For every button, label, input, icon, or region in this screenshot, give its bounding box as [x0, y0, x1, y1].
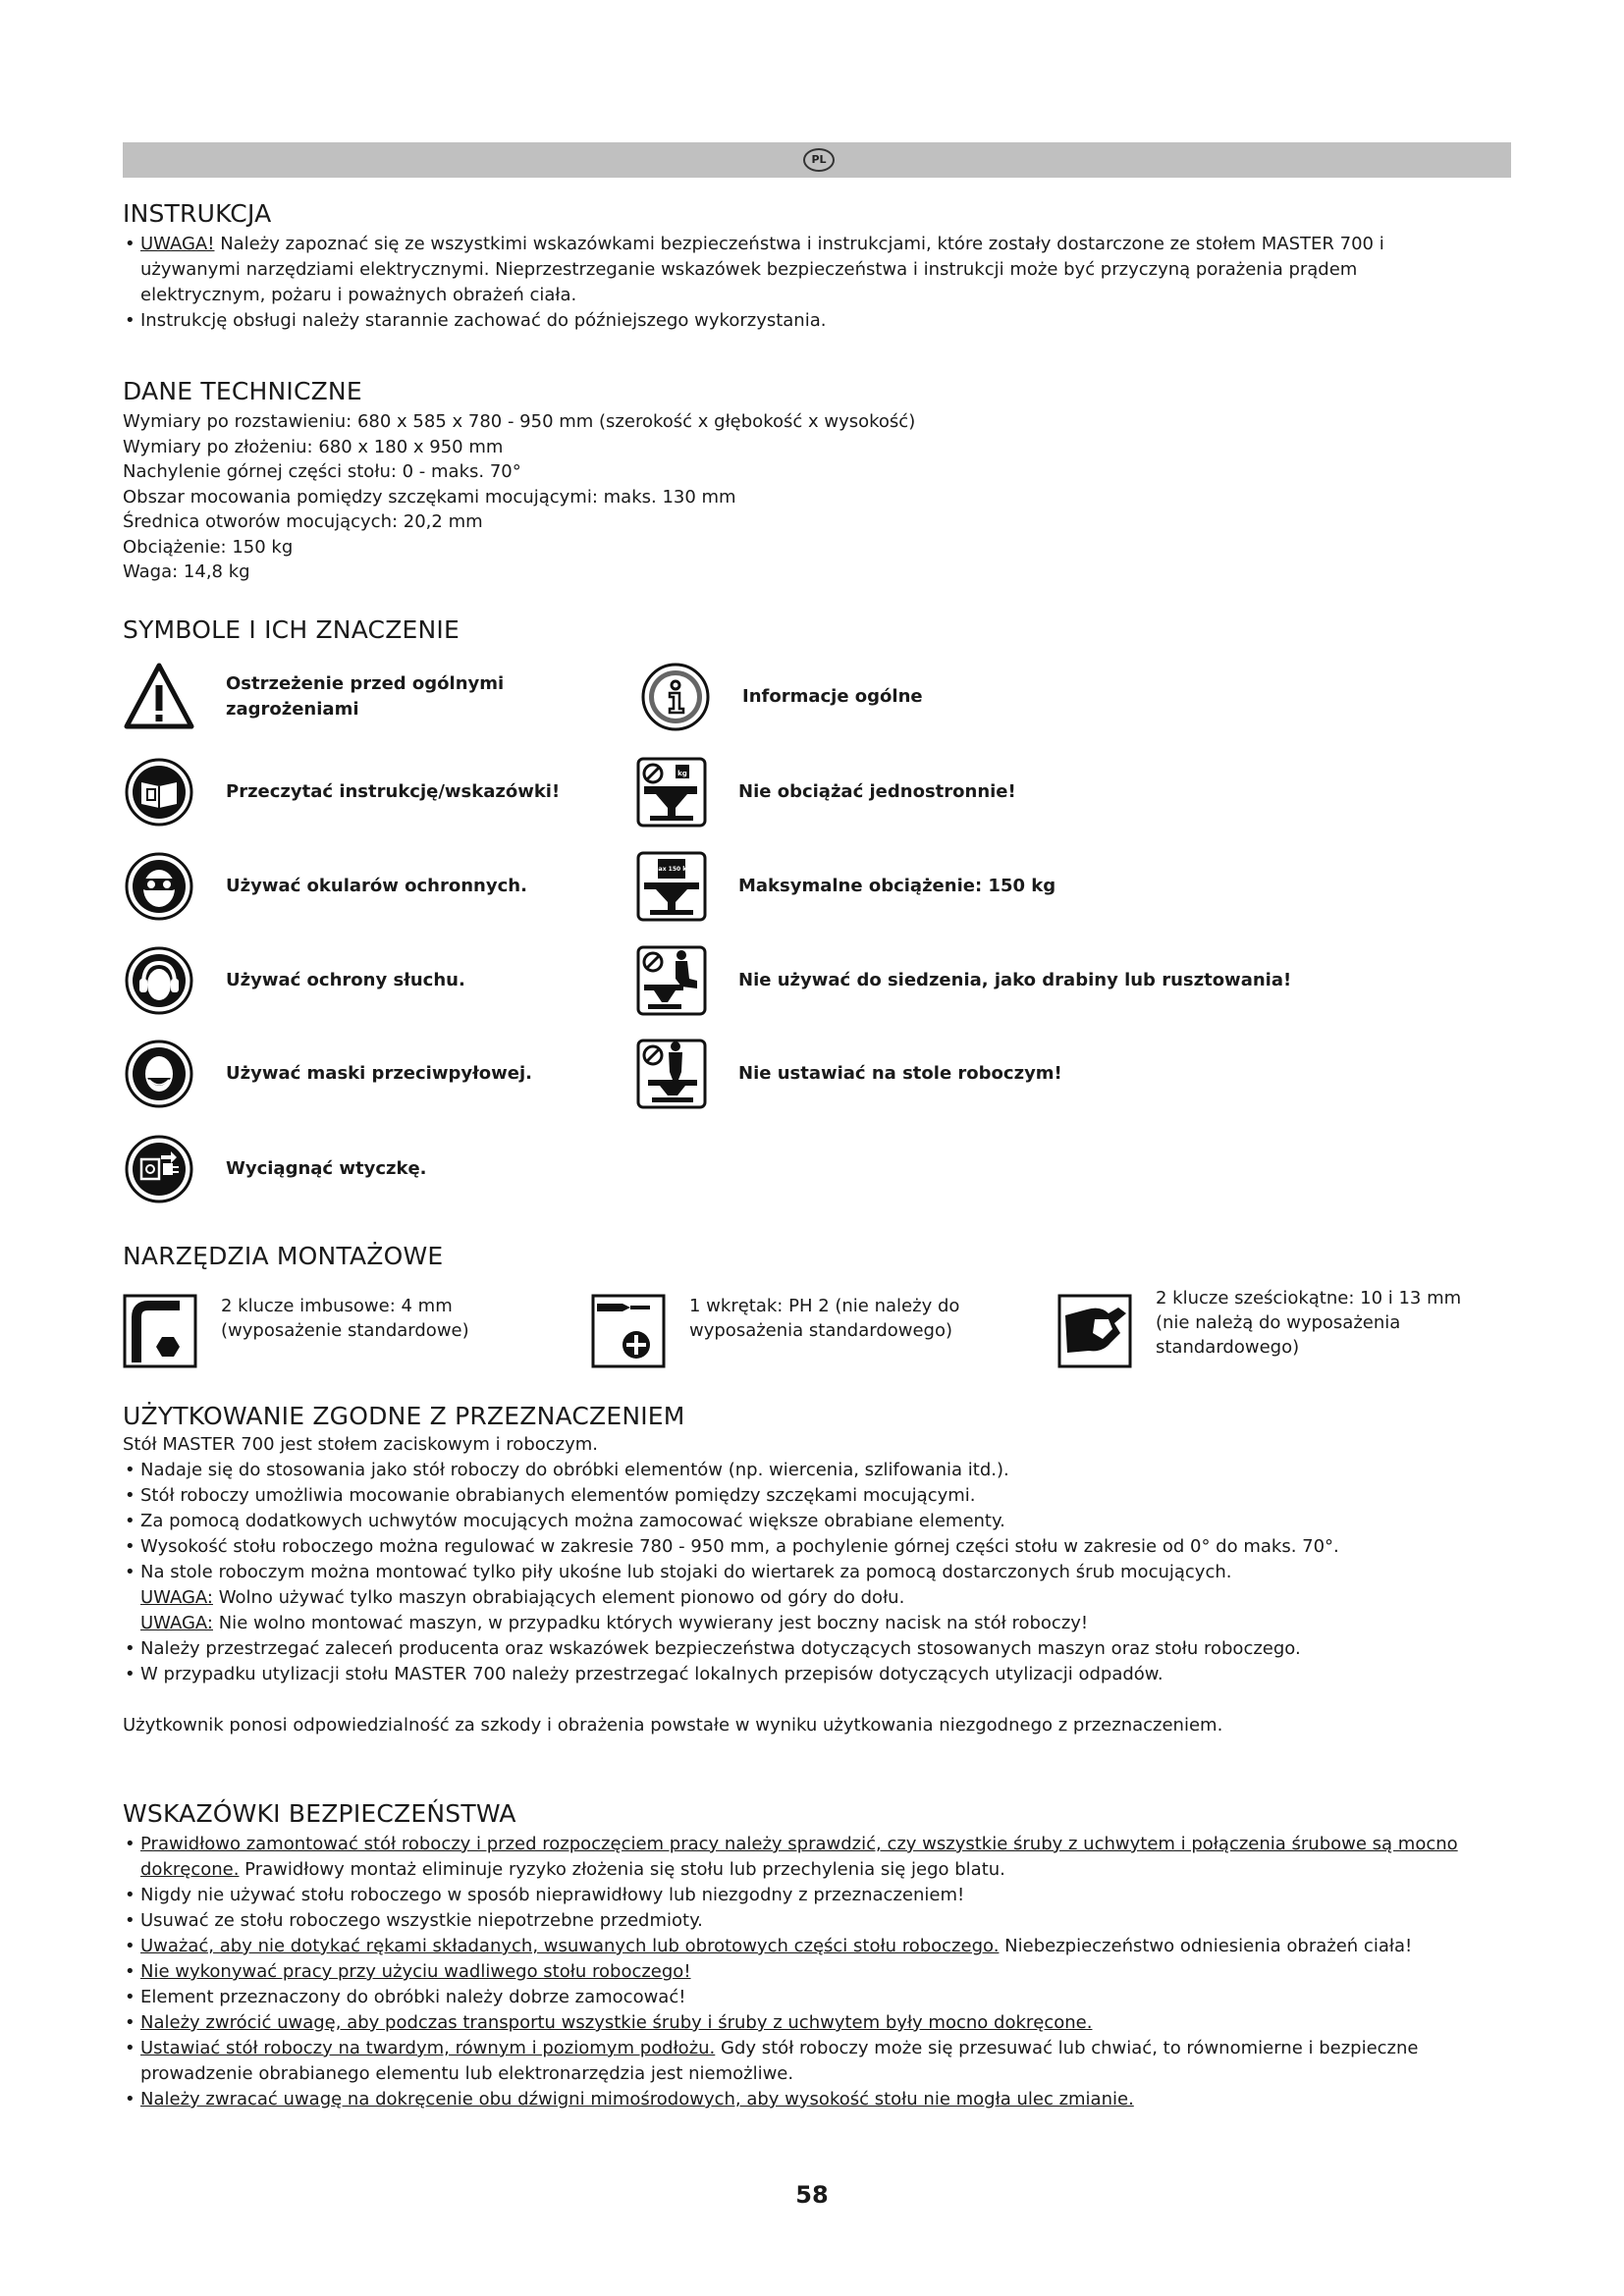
safety-goggles-icon [124, 851, 194, 922]
liability-text: Użytkownik ponosi odpowiedzialność za szkody i obrażenia powstałe w wyniku użytkowania niezgodnego z przeznaczeniem. [123, 1715, 1223, 1735]
section-instrukcja [123, 199, 1511, 334]
no-sitting-icon [636, 945, 707, 1016]
warning-line: UWAGA: Nie wolno montować maszyn, w przypadku których wywierany jest boczny nacisk na stół roboczy! [140, 1613, 1089, 1633]
section-title: UŻYTKOWANIE ZGODNE Z PRZEZNACZENIEM [123, 1402, 685, 1430]
list-item: • Usuwać ze stołu roboczego wszystkie niepotrzebne przedmioty. [123, 1908, 1497, 1934]
section-symbole [123, 615, 1511, 644]
hearing-protection-icon [124, 945, 194, 1016]
tool-allen-keys: 2 klucze imbusowe: 4 mm (wyposażenie standardowe) [123, 1294, 545, 1368]
spec-line: Waga: 14,8 kg [123, 561, 250, 582]
allen-key-icon [123, 1294, 197, 1368]
section-title: NARZĘDZIA MONTAŻOWE [123, 1242, 444, 1270]
screwdriver-icon [591, 1294, 666, 1368]
symbol-dust-mask: Używać maski przeciwpyłowej. [124, 1039, 532, 1109]
tool-screwdriver: 1 wkrętak: PH 2 (nie należy do wyposażenia standardowego) [591, 1294, 1003, 1368]
list-item: • Stół roboczy umożliwia mocowanie obrabianych elementów pomiędzy szczękami mocującymi. [123, 1483, 1511, 1509]
list-item: • Należy przestrzegać zaleceń producenta oraz wskazówek bezpieczeństwa dotyczących stosowanych maszyn oraz stołu roboczego. [123, 1636, 1511, 1662]
warning-line: UWAGA: Wolno używać tylko maszyn obrabiających element pionowo od góry do dołu. [140, 1587, 905, 1608]
symbol-max-load: max 150 kg Maksymalne obciążenie: 150 kg [636, 851, 1056, 922]
list-item: • Uważać, aby nie dotykać rękami składanych, wsuwanych lub obrotowych części stołu roboczego. Niebezpieczeństwo odniesienia obrażeń ciała! [123, 1934, 1497, 1959]
section-title: SYMBOLE I ICH ZNACZENIE [123, 615, 460, 644]
load-weight-label: kg [677, 770, 687, 777]
spec-line: Obszar mocowania pomiędzy szczękami mocującymi: maks. 130 mm [123, 486, 736, 507]
symbol-safety-goggles: Używać okularów ochronnych. [124, 851, 527, 922]
dust-mask-icon [124, 1039, 194, 1109]
symbol-read-manual: Przeczytać instrukcję/wskazówki! [124, 757, 560, 828]
symbol-no-one-sided-load: kg Nie obciążać jednostronnie! [636, 757, 1016, 828]
symbol-general-warning: Ostrzeżenie przed ogólnymi zagrożeniami [124, 662, 520, 732]
max-load-label: max 150 kg [652, 866, 691, 873]
list-item: • Należy zwrócić uwagę, aby podczas transportu wszystkie śruby i śruby z uchwytem były mocno dokręcone. [123, 2010, 1497, 2036]
section-dane-techniczne [123, 377, 1511, 585]
list-item: • Na stole roboczym można montować tylko piły ukośne lub stojaki do wiertarek za pomocą dostarczonych śrub mocujących. [123, 1560, 1511, 1585]
page-number: 58 [795, 2181, 829, 2209]
list-item: • Nadaje się do stosowania jako stół roboczy do obróbki elementów (np. wiercenia, szlifowania itd.). [123, 1458, 1511, 1483]
no-one-sided-load-icon [636, 757, 707, 828]
list-item: • Należy zwracać uwagę na dokręcenie obu dźwigni mimośrodowych, aby wysokość stołu nie mogła ulec zmianie. [123, 2087, 1497, 2112]
spec-line: Średnica otworów mocujących: 20,2 mm [123, 511, 483, 532]
list-item: • Wysokość stołu roboczego można regulować w zakresie 780 - 950 mm, a pochylenie górnej części stołu w zakresie od 0° do maks. 70°. [123, 1534, 1511, 1560]
unplug-icon [124, 1134, 194, 1204]
language-badge: PL [803, 148, 835, 172]
intro-text: Stół MASTER 700 jest stołem zaciskowym i roboczym. [123, 1434, 599, 1455]
section-narzedzia [123, 1242, 1511, 1270]
warning-triangle-icon [124, 662, 194, 732]
list-item: • UWAGA! Należy zapoznać się ze wszystkimi wskazówkami bezpieczeństwa i instrukcjami, które zostały dostarczone ze stołem MASTER 700 i używanymi narzędziami elektrycznymi. Nieprzestrzeganie wskazówek bezpieczeństwa i instrukcji może być przyczyną porażenia prądem elektrycznym, pożaru i poważnych obrażeń ciała. [123, 232, 1419, 308]
spec-line: Wymiary po rozstawieniu: 680 x 585 x 780 - 950 mm (szerokość x głębokość x wysokość) [123, 411, 916, 432]
no-standing-icon [636, 1039, 707, 1109]
section-wskazowki [123, 1799, 1511, 2112]
list-item: • Element przeznaczony do obróbki należy dobrze zamocować! [123, 1985, 1497, 2010]
list-item: • Instrukcję obsługi należy starannie zachować do późniejszego wykorzystania. [123, 308, 1419, 334]
symbol-hearing-protection: Używać ochrony słuchu. [124, 945, 465, 1016]
hex-wrench-icon [1057, 1294, 1132, 1368]
section-title: DANE TECHNICZNE [123, 377, 362, 405]
tool-hex-wrench: 2 klucze sześciokątne: 10 i 13 mm (nie należą do wyposażenia standardowego) [1057, 1294, 1470, 1368]
symbol-no-standing: Nie ustawiać na stole roboczym! [636, 1039, 1062, 1109]
list-item: • Za pomocą dodatkowych uchwytów mocujących można zamocować większe obrabiane elementy. [123, 1509, 1511, 1534]
section-uzytkowanie [123, 1402, 1511, 1738]
list-item: • W przypadku utylizacji stołu MASTER 700 należy przestrzegać lokalnych przepisów dotyczących utylizacji odpadów. [123, 1662, 1511, 1687]
section-title: WSKAZÓWKI BEZPIECZEŃSTWA [123, 1799, 516, 1828]
spec-line: Nachylenie górnej części stołu: 0 - maks. 70° [123, 461, 521, 482]
list-item: • Ustawiać stół roboczy na twardym, równym i poziomym podłożu. Gdy stół roboczy może się przesuwać lub chwiać, to równomierne i bezpieczne prowadzenie obrabianego elementu lub elektronarzędzia jest niemożliwe. [123, 2036, 1497, 2087]
info-icon [640, 662, 711, 732]
symbol-information: Informacje ogólne [640, 662, 923, 732]
read-manual-icon [124, 757, 194, 828]
symbol-no-sitting: Nie używać do siedzenia, jako drabiny lub rusztowania! [636, 945, 1291, 1016]
spec-line: Wymiary po złożeniu: 680 x 180 x 950 mm [123, 436, 504, 457]
max-load-icon [636, 851, 707, 922]
spec-line: Obciążenie: 150 kg [123, 536, 294, 558]
list-item: • Prawidłowo zamontować stół roboczy i przed rozpoczęciem pracy należy sprawdzić, czy wszystkie śruby z uchwytem i połączenia śrubowe są mocno dokręcone. Prawidłowy montaż eliminuje ryzyko złożenia się stołu lub przechylenia się jego blatu. [123, 1832, 1497, 1883]
symbol-unplug: Wyciągnąć wtyczkę. [124, 1134, 427, 1204]
section-title: INSTRUKCJA [123, 199, 272, 228]
list-item: • Nie wykonywać pracy przy użyciu wadliwego stołu roboczego! [123, 1959, 1497, 1985]
list-item: • Nigdy nie używać stołu roboczego w sposób nieprawidłowy lub niezgodny z przeznaczeniem! [123, 1883, 1497, 1908]
